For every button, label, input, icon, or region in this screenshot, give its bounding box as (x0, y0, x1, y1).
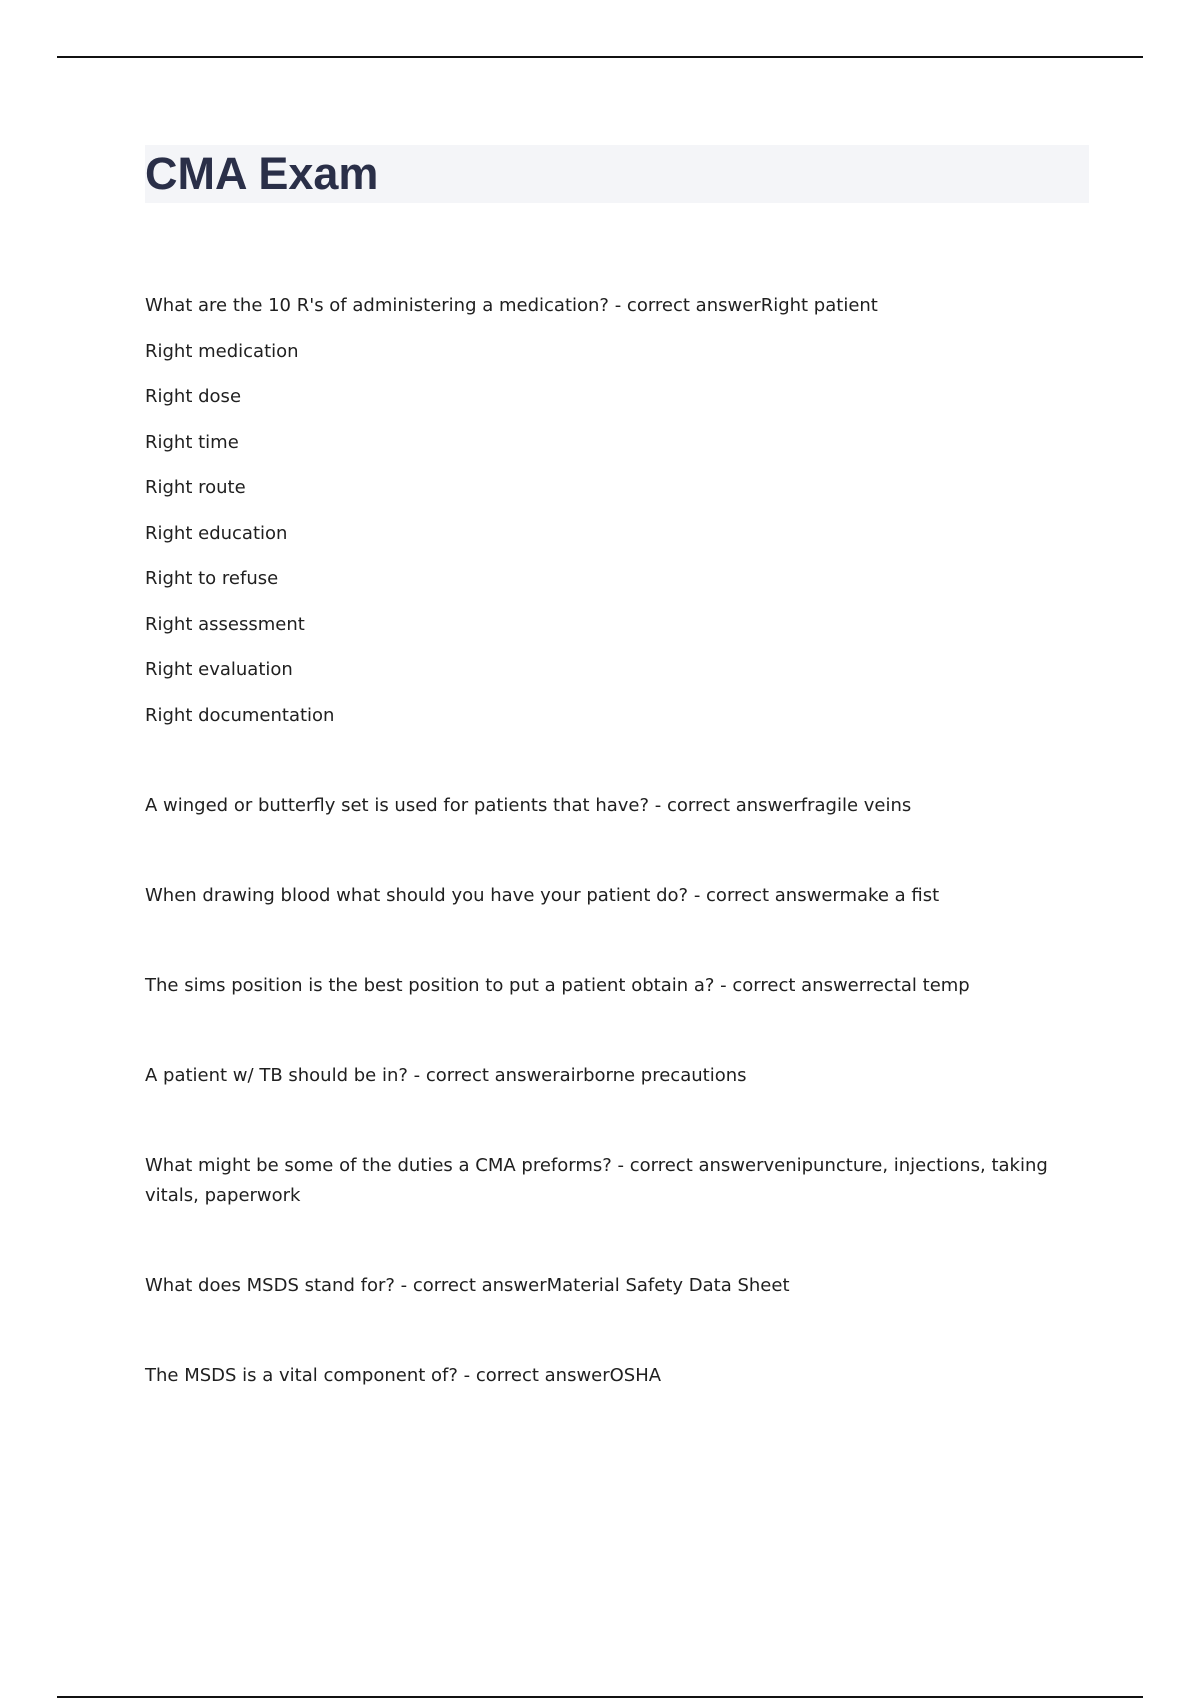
qa-item (145, 1061, 1075, 1106)
answer-line: Right time (145, 431, 239, 453)
answer-line: Right education (145, 522, 288, 544)
answer-line: Right dose (145, 386, 242, 407)
question-text: A patient w/ TB should be in? (145, 1065, 408, 1086)
qa-item-text (145, 1271, 1075, 1316)
page-title: CMA Exam (145, 148, 379, 199)
question-text: The MSDS is a vital component of? (145, 1365, 458, 1386)
question-text: When drawing blood what should you have your patient do? (145, 885, 689, 906)
answer-separator: - correct answer (688, 885, 840, 906)
question-text: The sims position is the best position to put a patient obtain a? (145, 975, 715, 996)
question-text: What might be some of the duties a CMA preforms? (145, 1155, 612, 1176)
answer-line: Right route (145, 477, 246, 498)
answer-text: OSHA (609, 1365, 662, 1386)
answer-separator: - correct answer (457, 1365, 610, 1386)
answer-text: airborne precautions (559, 1065, 747, 1086)
qa-item-text (145, 1151, 1075, 1226)
answer-separator: - correct answer (611, 1155, 764, 1176)
answer-separator: - correct answer (407, 1065, 560, 1086)
qa-item-text (145, 1361, 1075, 1406)
question-text: A winged or butterfly set is used for patients that have? (145, 795, 650, 816)
top-rule (57, 56, 1143, 58)
answer-line: Right assessment (145, 613, 305, 635)
qa-item (145, 881, 1075, 926)
qa-content (145, 291, 1075, 1406)
qa-item (145, 791, 1075, 836)
answer-line: Right documentation (145, 704, 335, 726)
qa-item-text (145, 971, 1075, 1016)
answer-text: Right patient (760, 295, 878, 316)
qa-item-first-line (145, 291, 1075, 337)
answer-line: Right to refuse (145, 568, 279, 589)
qa-item-text (145, 1061, 1075, 1106)
answer-text: fragile veins (800, 795, 912, 816)
qa-item-text (145, 881, 1075, 926)
answer-text: make a fist (839, 885, 940, 906)
question-text: What does MSDS stand for? (145, 1275, 395, 1296)
qa-item (145, 1271, 1075, 1316)
qa-item-text (145, 791, 1075, 836)
answer-text: Material Safety Data Sheet (546, 1275, 790, 1296)
title-banner (145, 145, 1089, 203)
answer-separator: - correct answer (714, 975, 866, 996)
bottom-rule (57, 1696, 1143, 1698)
qa-item (145, 291, 1075, 746)
qa-item (145, 1151, 1075, 1226)
answer-line: Right medication (145, 340, 299, 362)
answer-text: venipuncture, injections, taking vitals, paperwork (145, 1155, 1048, 1206)
answer-separator: - correct answer (394, 1275, 547, 1296)
answer-separator: - correct answer (608, 295, 761, 316)
answer-separator: - correct answer (649, 795, 801, 816)
answer-text: rectal temp (865, 975, 970, 996)
question-text: What are the 10 R's of administering a medication? (145, 295, 609, 316)
qa-item (145, 971, 1075, 1016)
answer-line: Right evaluation (145, 659, 293, 680)
qa-item (145, 1361, 1075, 1406)
